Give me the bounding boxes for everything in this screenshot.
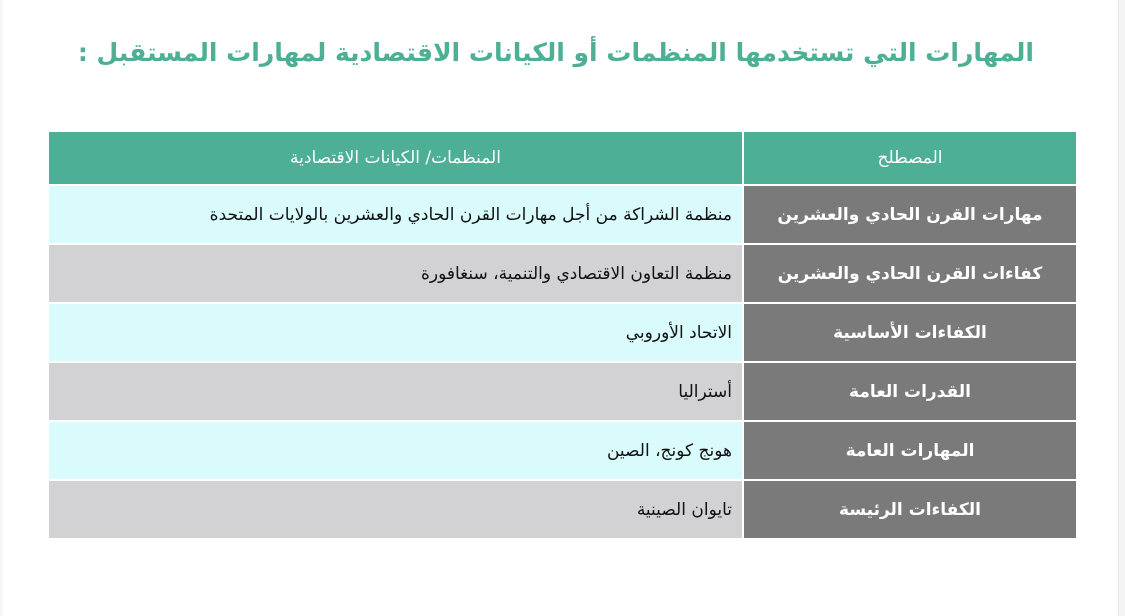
table-row	[48, 185, 1077, 244]
organization-cell: الاتحاد الأوروبي	[48, 303, 743, 362]
table-row	[48, 480, 1077, 539]
organization-cell: أستراليا	[48, 362, 743, 421]
term-cell: مهارات القرن الحادي والعشرين	[743, 185, 1077, 244]
table-row	[48, 244, 1077, 303]
table-row	[48, 303, 1077, 362]
term-cell: الكفاءات الأساسية	[743, 303, 1077, 362]
term-cell: القدرات العامة	[743, 362, 1077, 421]
header-organization: المنظمات/ الكيانات الاقتصادية	[48, 131, 743, 185]
table-row	[48, 421, 1077, 480]
organization-cell: هونج كونج، الصين	[48, 421, 743, 480]
organization-cell: تايوان الصينية	[48, 480, 743, 539]
header-term: المصطلح	[743, 131, 1077, 185]
organization-cell: منظمة الشراكة من أجل مهارات القرن الحادي والعشرين بالولايات المتحدة	[48, 185, 743, 244]
table-row	[48, 362, 1077, 421]
right-edge-strip	[1118, 0, 1125, 616]
skills-table	[47, 130, 1078, 540]
left-edge-strip	[0, 0, 3, 616]
organization-cell: منظمة التعاون الاقتصادي والتنمية، سنغافورة	[48, 244, 743, 303]
term-cell: المهارات العامة	[743, 421, 1077, 480]
slide-title: المهارات التي تستخدمها المنظمات أو الكيانات الاقتصادية لمهارات المستقبل :	[77, 38, 1034, 67]
table-header-row	[48, 131, 1077, 185]
term-cell: الكفاءات الرئيسة	[743, 480, 1077, 539]
term-cell: كفاءات القرن الحادي والعشرين	[743, 244, 1077, 303]
